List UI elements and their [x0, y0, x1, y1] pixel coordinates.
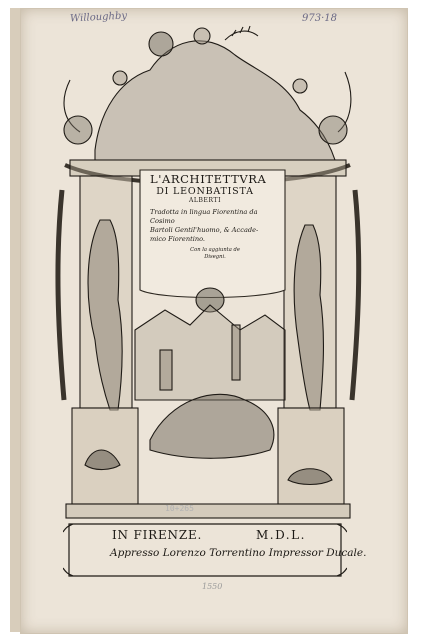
manuscript-note-left: Willoughby — [69, 10, 128, 25]
imprint-year: M.D.L. — [256, 528, 306, 542]
title-line-1: L'ARCHITETTVRA — [150, 172, 267, 186]
translation-line-1: Tradotta in lingua Fiorentina da Cosimo — [150, 208, 258, 225]
addition-line-2: Disegni. — [204, 254, 226, 260]
imprint-city: IN FIRENZE. — [112, 528, 203, 542]
olive-branch-icon — [225, 26, 258, 40]
title-line-2: DI LEONBATISTA — [156, 186, 254, 197]
catalog-stamp: 10+265 — [165, 504, 194, 513]
imprint-printer: Appresso Lorenzo Torrentino Impressor Ducale. — [110, 547, 367, 559]
manuscript-note-right: 973·18 — [302, 13, 337, 24]
title-block — [150, 172, 280, 261]
medici-shield-left — [64, 116, 92, 144]
title-line-3: ALBERTI — [188, 197, 222, 204]
landscape — [135, 305, 285, 400]
globe-icon — [149, 32, 173, 56]
translation-line-3: mico Fiorentino. — [150, 235, 206, 243]
river-god — [150, 394, 274, 458]
manuscript-note-bottom: 1550 — [202, 582, 223, 591]
figure-group-top — [95, 41, 335, 160]
addition-line-1: Con la aggiunta de — [190, 247, 240, 253]
right-pedestal — [278, 408, 344, 504]
medici-shield-right — [319, 116, 347, 144]
translation-line-2: Bartoli Gentil'huomo, & Accade- — [150, 226, 259, 234]
